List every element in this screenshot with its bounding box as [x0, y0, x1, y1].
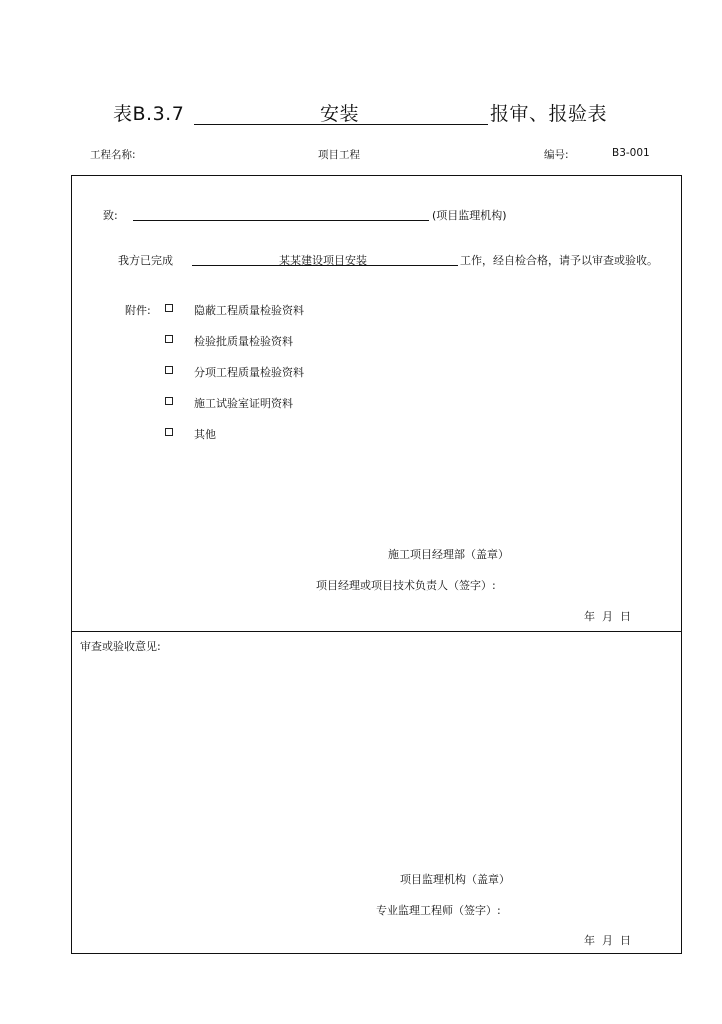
- project-name-value: 项目工程: [318, 149, 360, 161]
- form-frame: [71, 175, 682, 954]
- attachment-checkbox[interactable]: [165, 335, 173, 343]
- completed-suffix: 工作，经自检合格，请予以审查或验收。: [460, 254, 658, 267]
- attachment-item: 检验批质量检验资料: [194, 335, 293, 348]
- form-title: 报审、报验表: [490, 103, 608, 125]
- attachment-item: 其他: [194, 428, 216, 441]
- to-label: 致:: [103, 209, 118, 222]
- attachment-checkbox[interactable]: [165, 304, 173, 312]
- opinion-label: 审查或验收意见:: [80, 640, 161, 653]
- completed-item[interactable]: 某某建设项目安装: [279, 254, 367, 267]
- org-seal-label: 项目监理机构（盖章）: [400, 873, 510, 886]
- completed-prefix: 我方已完成: [118, 254, 173, 267]
- form-code: 表B.3.7: [113, 103, 185, 125]
- section-divider: [71, 631, 682, 632]
- number-label: 编号:: [544, 149, 569, 161]
- engineer-sign-label: 专业监理工程师（签字）:: [376, 904, 501, 917]
- to-suffix: (项目监理机构): [432, 209, 507, 222]
- attachment-item: 分项工程质量检验资料: [194, 366, 304, 379]
- attachments-label: 附件:: [125, 304, 151, 317]
- project-name-label: 工程名称:: [90, 149, 136, 161]
- attachment-item: 隐蔽工程质量检验资料: [194, 304, 304, 317]
- number-value: B3-001: [612, 147, 650, 159]
- attachment-checkbox[interactable]: [165, 366, 173, 374]
- attachment-item: 施工试验室证明资料: [194, 397, 293, 410]
- section2-date: 年 月 日: [584, 934, 631, 947]
- dept-seal-label: 施工项目经理部（盖章）: [388, 548, 509, 561]
- attachment-checkbox[interactable]: [165, 397, 173, 405]
- section1-date: 年 月 日: [584, 610, 631, 623]
- to-underline[interactable]: [133, 220, 429, 221]
- form-type: 安装: [320, 103, 360, 125]
- manager-sign-label: 项目经理或项目技术负责人（签字）:: [316, 579, 496, 592]
- attachment-checkbox[interactable]: [165, 428, 173, 436]
